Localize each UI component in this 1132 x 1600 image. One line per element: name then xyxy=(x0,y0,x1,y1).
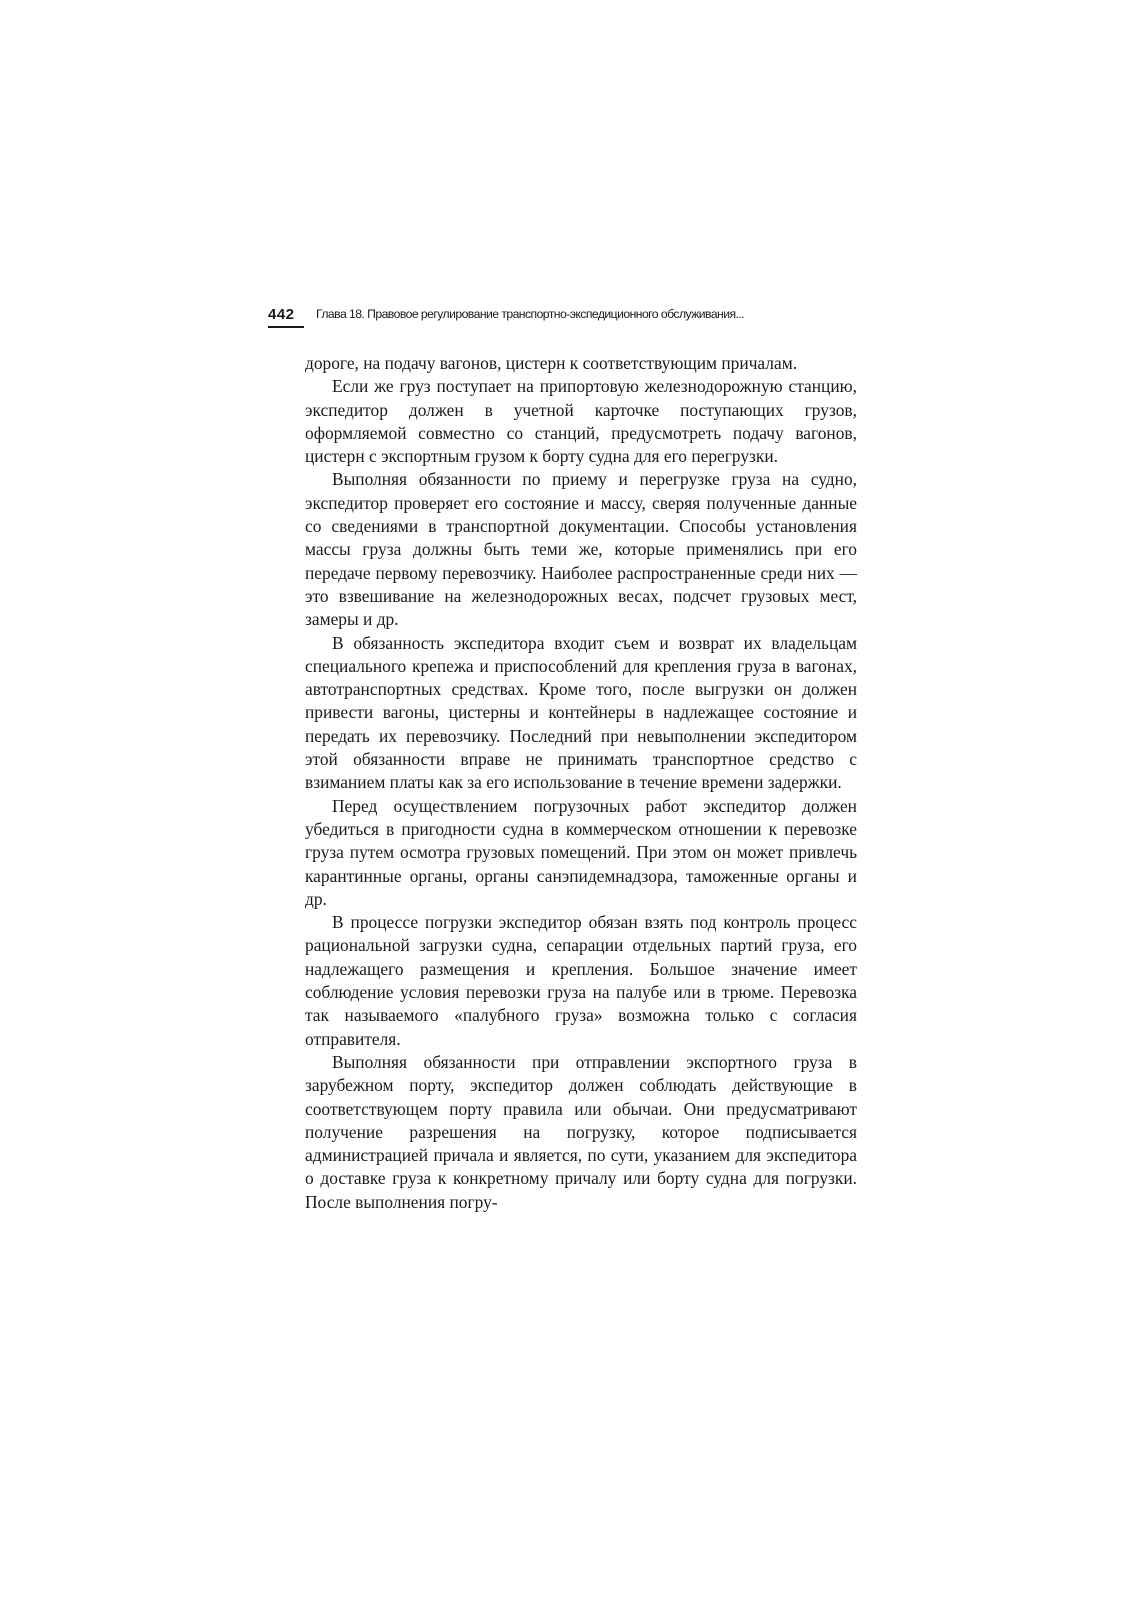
paragraph: Выполняя обязанности при отправлении экспортного груза в зарубежном порту, экспедитор должен соблюдать действующие в соответствующем порту правила или обычаи. Они предусматривают получение разрешения на погрузку, которое подписывается администрацией причала и является, по сути, указанием для экспедитора о доставке груза к конкретному причалу или борту судна для погрузки. После выполнения погру- xyxy=(305,1051,857,1212)
paragraph: В процессе погрузки экспедитор обязан взять под контроль процесс рациональной загрузки судна, сепарации отдельных партий груза, его надлежащего размещения и крепления. Большое значение имеет соблюдение условия перевозки груза на палубе или в трюме. Перевозка так называемого «палубного груза» возможна только с согласия отправителя. xyxy=(305,912,857,1049)
paragraph: Если же груз поступает на припортовую железнодорожную станцию, экспедитор должен в учетной карточке поступающих грузов, оформляемой совместно со станций, предусмотреть подачу вагонов, цистерн с экспортным грузом к борту судна для его перегрузки. xyxy=(305,376,857,467)
paragraph: Перед осуществлением погрузочных работ экспедитор должен убедиться в пригодности судна в коммерческом отношении к перевозке груза путем осмотра грузовых помещений. При этом он может привлечь карантинные органы, органы санэпидемнадзора, таможенные органы и др. xyxy=(305,795,857,909)
paragraph-continued: дороге, на подачу вагонов, цистерн к соответствующим причалам. xyxy=(305,353,798,373)
running-title: Глава 18. Правовое регулирование транспортно-экспедиционного обслуживания... xyxy=(316,307,745,321)
paragraph: В обязанность экспедитора входит съем и возврат их владельцам специального крепежа и приспособлений для крепления груза в вагонах, автотранспортных средствах. Кроме того, после выгрузки он должен привести вагоны, цистерны и контейнеры в надлежащее состояние и передать их перевозчику. Последний при невыполнении экспедитором этой обязанности вправе не принимать транспортное средство с взиманием платы как за его использование в течение времени задержки. xyxy=(305,632,857,793)
page-number-rule xyxy=(268,326,304,328)
paragraph: Выполняя обязанности по приему и перегрузке груза на судно, экспедитор проверяет его состояние и массу, сверяя полученные данные со сведениями в транспортной документации. Способы установления массы груза должны быть теми же, которые применялись при его передаче первому перевозчику. Наиболее распространенные среди них — это взвешивание на железнодорожных весах, подсчет грузовых мест, замеры и др. xyxy=(305,469,857,630)
running-head xyxy=(268,306,860,330)
page-number: 442 xyxy=(268,306,295,323)
body-text xyxy=(305,352,857,1214)
